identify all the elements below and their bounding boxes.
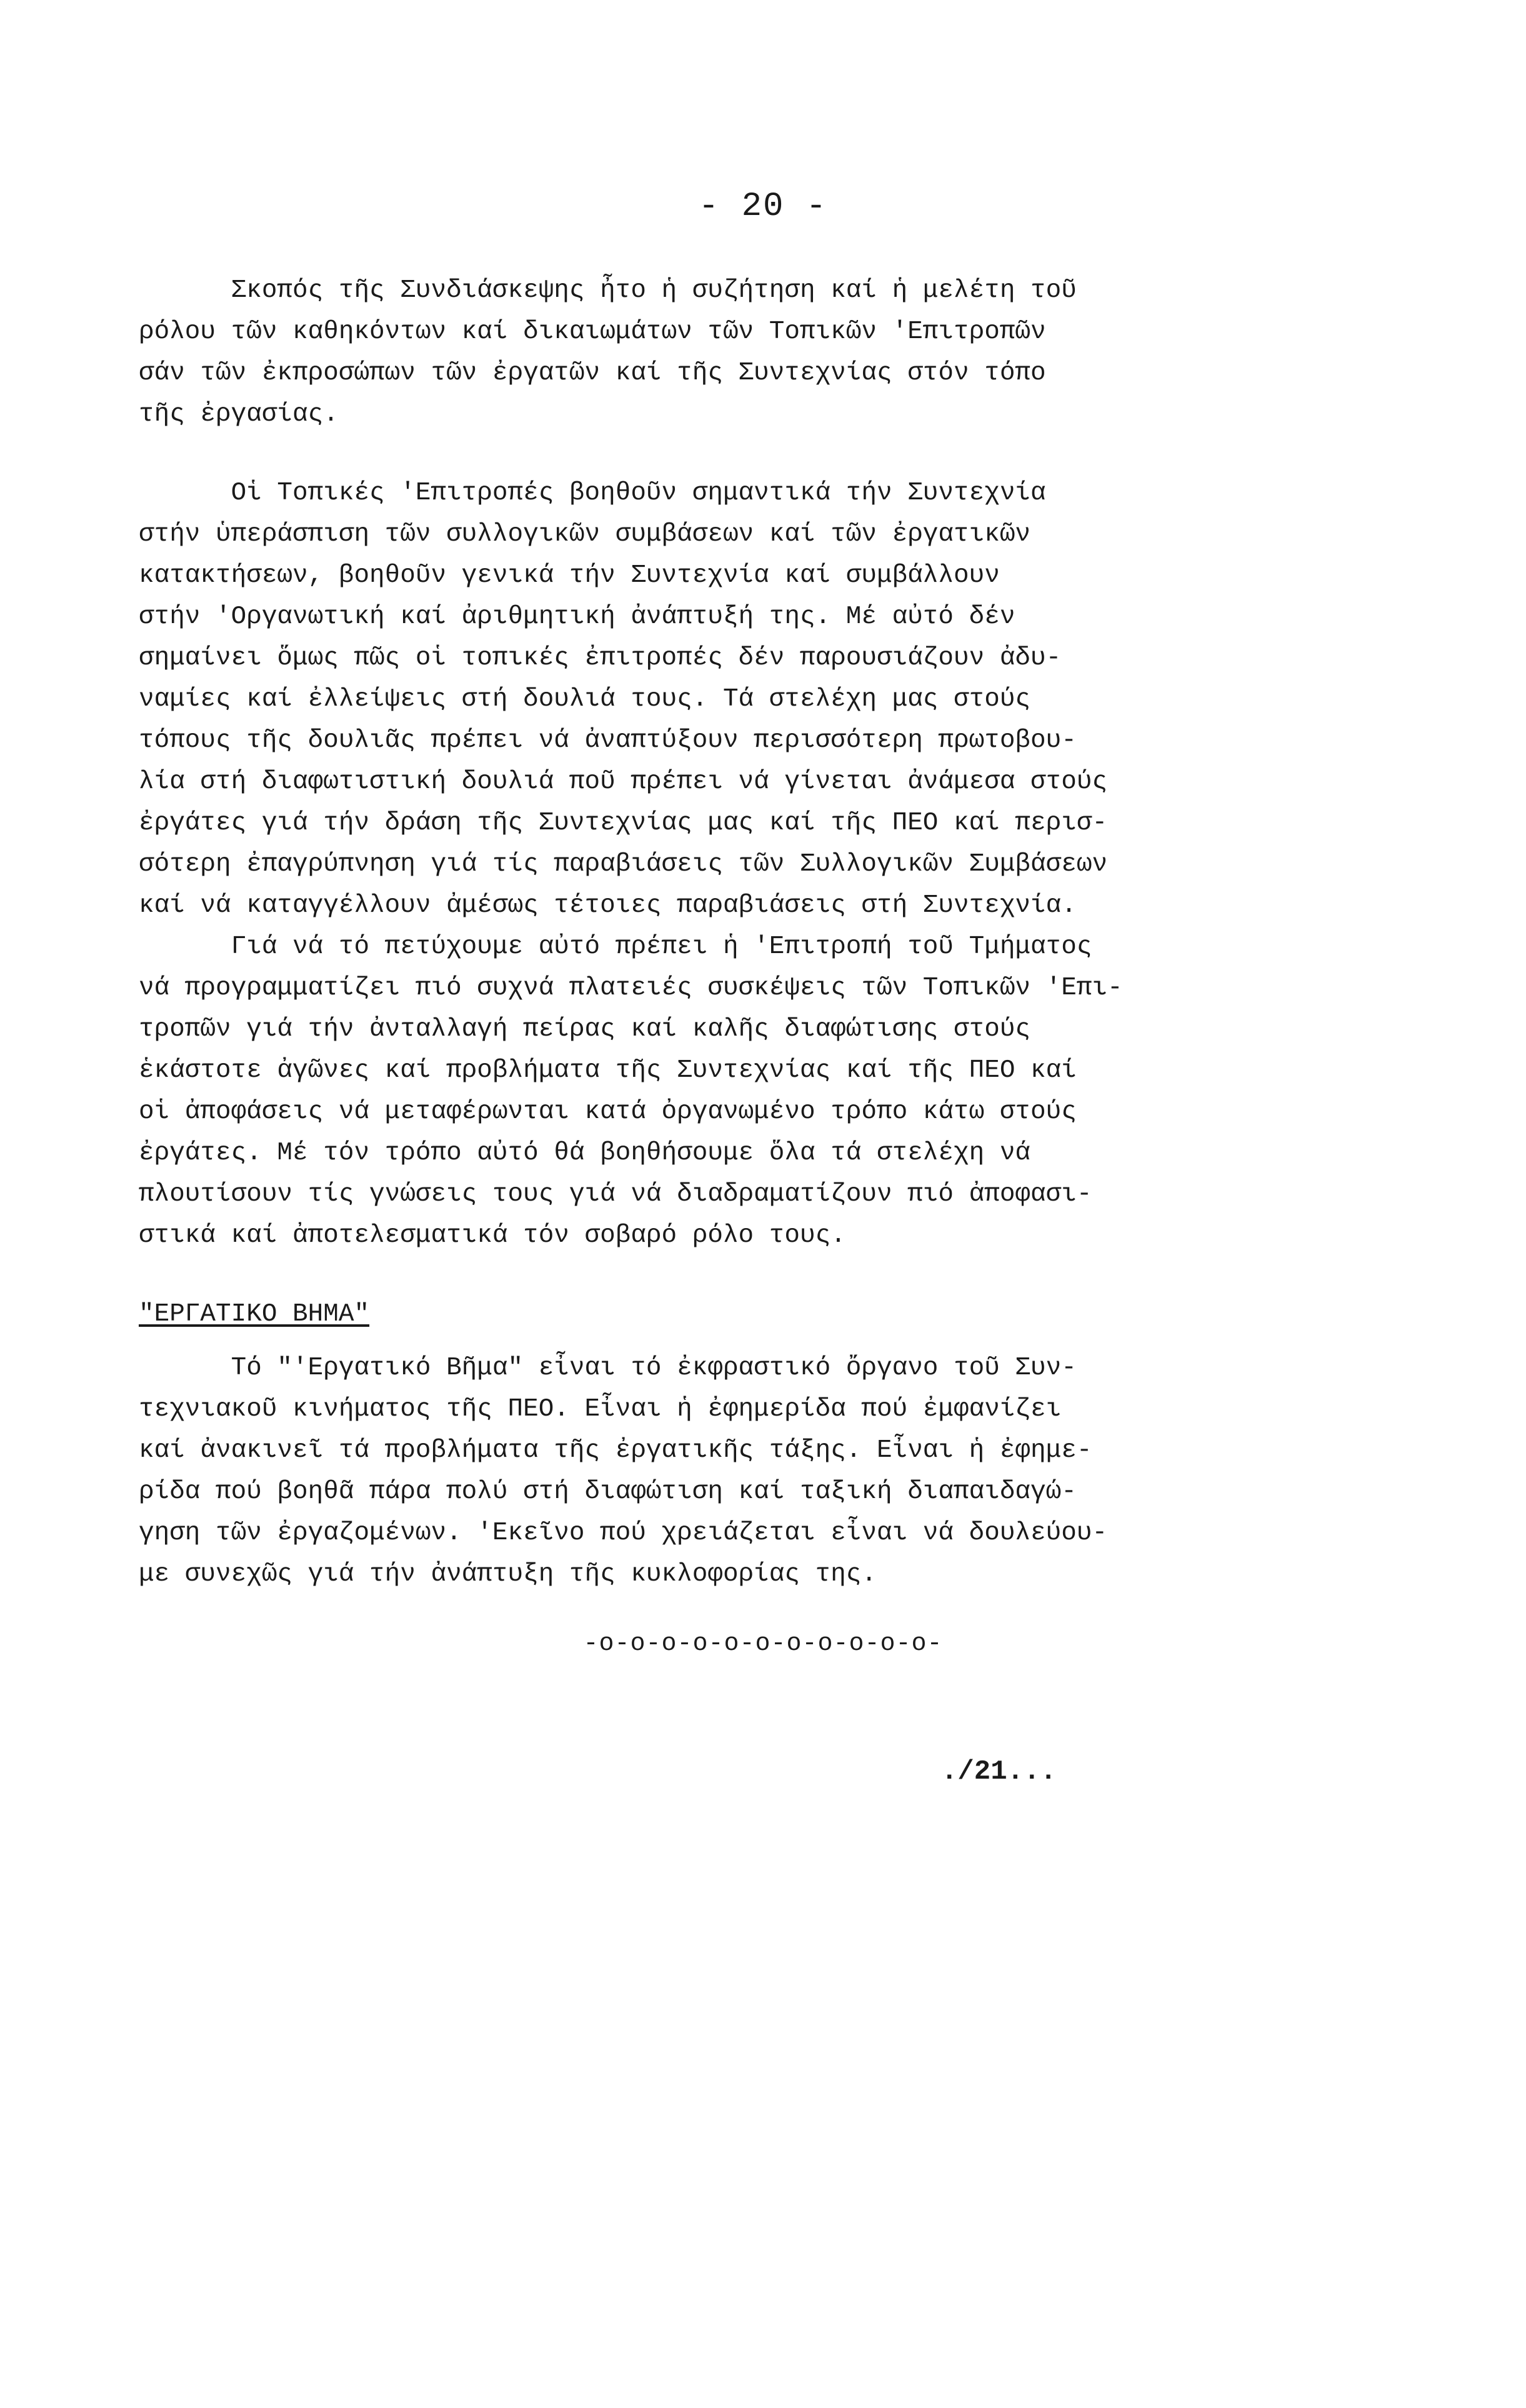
page-continuation-marker: ./21...	[941, 1756, 1057, 1787]
text-line: λία στή διαφωτιστική δουλιά ποῦ πρέπει νά γίνεται ἀνάμεσα στούς	[139, 767, 1108, 796]
text-line: κατακτήσεων, βοηθοῦν γενικά τήν Συντεχνία καί συμβάλλουν	[139, 561, 1000, 590]
text-line: σότερη ἐπαγρύπνηση γιά τίς παραβιάσεις τῶν Συλλογικῶν Συμβάσεων	[139, 850, 1108, 879]
text-line: στήν ὑπεράσπιση τῶν συλλογικῶν συμβάσεων καί τῶν ἐργατικῶν	[139, 520, 1031, 549]
text-line: καί ἀνακινεῖ τά προβλήματα τῆς ἐργατικῆς τάξης. Εἶναι ἡ ἐφημε-	[139, 1436, 1092, 1465]
text-line: καί νά καταγγέλλουν ἀμέσως τέτοιες παραβιάσεις στή Συντεχνία.	[139, 891, 1077, 920]
text-line: τῆς ἐργασίας.	[139, 400, 339, 429]
text-line: με συνεχῶς γιά τήν ἀνάπτυξη τῆς κυκλοφορίας της.	[139, 1560, 877, 1589]
text-line: στικά καί ἀποτελεσματικά τόν σοβαρό ρόλο τους.	[139, 1221, 846, 1250]
text-line: Οἱ Τοπικές 'Επιτροπές βοηθοῦν σημαντικά τήν Συντεχνία	[139, 479, 1046, 507]
text-line: τροπῶν γιά τήν ἀνταλλαγή πείρας καί καλῆς διαφώτισης στούς	[139, 1015, 1031, 1044]
text-line: Γιά νά τό πετύχουμε αὐτό πρέπει ἡ 'Επιτροπή τοῦ Τμήματος	[139, 932, 1092, 961]
paragraph	[139, 926, 1357, 1256]
text-line: ρόλου τῶν καθηκόντων καί δικαιωμάτων τῶν Τοπικῶν 'Επιτροπῶν	[139, 317, 1046, 346]
text-line: ἑκάστοτε ἀγῶνες καί προβλήματα τῆς Συντεχνίας καί τῆς ΠΕΟ καί	[139, 1056, 1077, 1085]
text-line: γηση τῶν ἐργαζομένων. 'Εκεῖνο πού χρειάζεται εἶναι νά δουλεύου-	[139, 1519, 1108, 1547]
text-line: οἱ ἀποφάσεις νά μεταφέρωνται κατά ὀργανωμένο τρόπο κάτω στούς	[139, 1097, 1077, 1126]
text-line: ναμίες καί ἐλλείψεις στή δουλιά τους. Τά στελέχη μας στούς	[139, 685, 1031, 714]
text-line: ἐργάτες γιά τήν δράση τῆς Συντεχνίας μας καί τῆς ΠΕΟ καί περισ-	[139, 809, 1108, 837]
text-line: σάν τῶν ἐκπροσώπων τῶν ἐργατῶν καί τῆς Συντεχνίας στόν τόπο	[139, 359, 1046, 387]
text-line: ἐργάτες. Μέ τόν τρόπο αὐτό θά βοηθήσουμε ὅλα τά στελέχη νά	[139, 1139, 1031, 1167]
paragraph	[139, 472, 1357, 926]
text-line: ρίδα πού βοηθᾶ πάρα πολύ στή διαφώτιση καί ταξική διαπαιδαγώ-	[139, 1477, 1077, 1506]
paragraph	[139, 1347, 1357, 1595]
section-heading: "ΕΡΓΑΤΙΚΟ ΒΗΜΑ"	[139, 1300, 370, 1329]
paragraph	[139, 270, 1357, 435]
text-line: τεχνιακοῦ κινήματος τῆς ΠΕΟ. Εἶναι ἡ ἐφημερίδα πού ἐμφανίζει	[139, 1395, 1062, 1424]
text-line: τόπους τῆς δουλιᾶς πρέπει νά ἀναπτύξουν περισσότερη πρωτοβου-	[139, 726, 1077, 755]
text-line: στήν 'Οργανωτική καί ἀριθμητική ἀνάπτυξή της. Μέ αὐτό δέν	[139, 602, 1015, 631]
text-line: νά προγραμματίζει πιό συχνά πλατειές συσκέψεις τῶν Τοπικῶν 'Επι-	[139, 974, 1123, 1002]
page-number: - 20 -	[698, 187, 828, 226]
text-line: Τό "'Εργατικό Βῆμα" εἶναι τό ἐκφραστικό ὄργανο τοῦ Συν-	[139, 1354, 1077, 1382]
text-line: σημαίνει ὅμως πῶς οἱ τοπικές ἐπιτροπές δέν παρουσιάζουν ἀδυ-	[139, 644, 1062, 672]
document-body	[139, 270, 1357, 1595]
text-line: Σκοπός τῆς Συνδιάσκεψης ἦτο ἡ συζήτηση καί ἡ μελέτη τοῦ	[139, 276, 1077, 305]
section-separator: -o-o-o-o-o-o-o-o-o-o-o-	[583, 1630, 943, 1658]
text-line: πλουτίσουν τίς γνώσεις τους γιά νά διαδραματίζουν πιό ἀποφασι-	[139, 1180, 1092, 1209]
